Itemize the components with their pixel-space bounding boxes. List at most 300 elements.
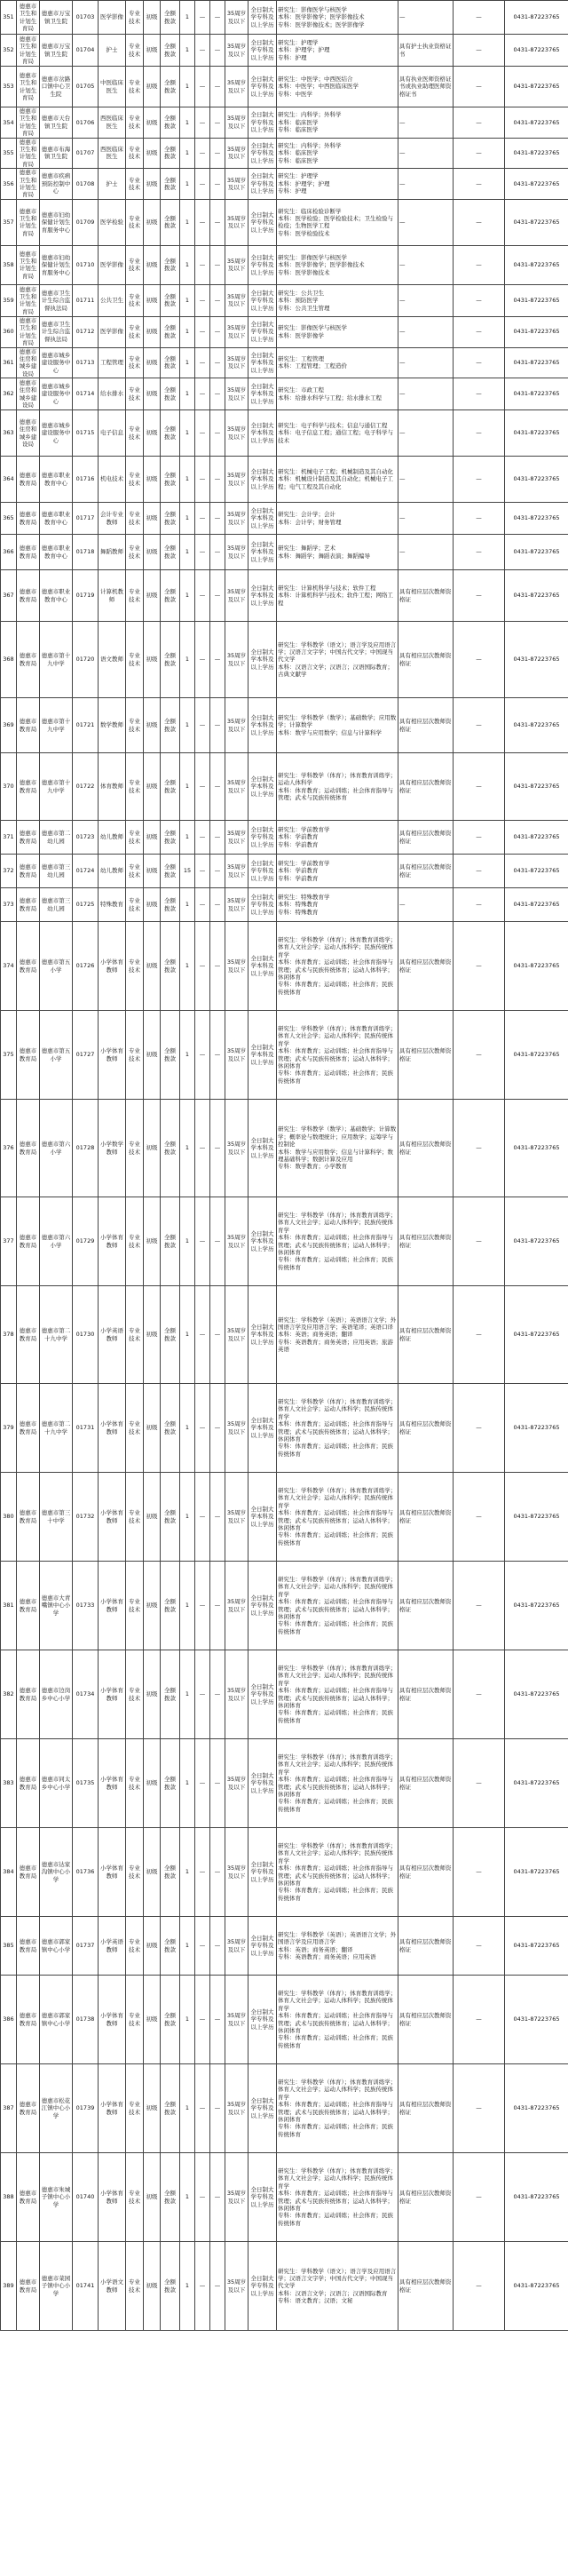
cell-requirement: 具有相应层次教师资格证 [398,1739,454,1828]
cell-department: 德惠市卫生计生综合监督执法局 [40,316,73,347]
cell-headcount: 1 [180,1197,195,1286]
cell-post-name: 特殊教育 [99,888,126,922]
cell-exam: — [210,1650,225,1739]
cell-post-type: 专业技术 [126,1739,144,1828]
cell-post-name: 小学体育教师 [99,2064,126,2153]
cell-degree: 全日制大学专科及以上学历 [248,2153,277,2242]
cell-unit: 德惠市教育局 [17,622,40,698]
cell-post-type: 专业技术 [126,1384,144,1473]
cell-funding: 全额拨款 [161,35,180,67]
cell-ratio: — [195,821,210,855]
cell-phone: 0431-87223765 [505,316,568,347]
cell-funding: 全额拨款 [161,2153,180,2242]
cell-requirement: — [398,410,454,457]
cell-major: 研究生：内科学；外科学 本科：临床医学 专科：临床医学 [277,107,398,139]
cell-major: 研究生：工程管理 本科：工程管理；工程造价 [277,347,398,378]
cell-headcount: 1 [180,2064,195,2153]
cell-post-level: 初级 [144,1384,161,1473]
cell-degree: 全日制大学本科及以上学历 [248,457,277,503]
cell-ratio: — [195,410,210,457]
cell-unit: 德惠市教育局 [17,570,40,622]
cell-exam: — [210,1011,225,1100]
cell-degree: 全日制大学专科及以上学历 [248,245,277,284]
cell-remark: — [454,1562,505,1650]
cell-post-type: 专业技术 [126,138,144,169]
cell-unit: 德惠市卫生和计划生育局 [17,169,40,200]
cell-exam: — [210,1473,225,1562]
cell-post-code: 01731 [73,1384,99,1473]
cell-row-number: 383 [1,1739,17,1828]
cell-post-name: 幼儿教师 [99,855,126,888]
cell-phone: 0431-87223765 [505,535,568,570]
cell-row-number: 353 [1,67,17,107]
cell-remark: — [454,1384,505,1473]
cell-phone: 0431-87223765 [505,457,568,503]
cell-exam: — [210,378,225,410]
cell-department: 德惠市职业教育中心 [40,457,73,503]
cell-department: 德惠市城乡建设服务中心 [40,410,73,457]
cell-age: 35周岁及以下 [225,347,248,378]
cell-age: 35周岁及以下 [225,1828,248,1917]
cell-unit: 德惠市教育局 [17,922,40,1011]
cell-funding: 全额拨款 [161,855,180,888]
cell-age: 35周岁及以下 [225,1650,248,1739]
cell-ratio: — [195,347,210,378]
cell-major: 研究生：学科教学（语文）；语言学及应用语言学；汉语言文字学；中国古代文学；中国现当代文学 本科：汉语言文学；汉语言；汉语国际教育 专科：语文教育；汉语；文秘 [277,2242,398,2331]
cell-remark: — [454,888,505,922]
cell-department: 德惠市朱城子镇中心小学 [40,2153,73,2242]
cell-exam: — [210,1100,225,1197]
cell-row-number: 388 [1,2153,17,2242]
cell-post-code: 01721 [73,698,99,753]
cell-department: 德惠市岔路口镇中心卫生院 [40,67,73,107]
cell-requirement: 具有相应层次教师资格证 [398,2064,454,2153]
cell-post-level: 初级 [144,2064,161,2153]
cell-department: 德惠市妇幼保健计划生育服务中心 [40,199,73,245]
cell-age: 35周岁及以下 [225,503,248,535]
cell-unit: 德惠市教育局 [17,1917,40,1976]
cell-row-number: 368 [1,622,17,698]
cell-requirement: 具有相应层次教师资格证 [398,622,454,698]
cell-exam: — [210,1,225,35]
cell-exam: — [210,316,225,347]
cell-row-number: 386 [1,1976,17,2064]
cell-funding: 全额拨款 [161,821,180,855]
cell-headcount: 1 [180,67,195,107]
cell-requirement: 具有相应层次教师资格证 [398,698,454,753]
cell-remark: — [454,2242,505,2331]
cell-degree: 全日制大学本科及以上学历 [248,410,277,457]
cell-headcount: 1 [180,1011,195,1100]
cell-post-name: 公共卫生 [99,284,126,316]
cell-row-number: 358 [1,245,17,284]
cell-post-name: 语文教师 [99,622,126,698]
cell-row-number: 369 [1,698,17,753]
cell-remark: — [454,2064,505,2153]
cell-major: 研究生：学科教学（数学）；基础数学；应用数学；计算数学 本科：数学与应用数学；信息与计算科学 [277,698,398,753]
cell-age: 35周岁及以下 [225,888,248,922]
cell-unit: 德惠市教育局 [17,457,40,503]
cell-post-type: 专业技术 [126,2153,144,2242]
cell-exam: — [210,67,225,107]
cell-exam: — [210,1917,225,1976]
cell-exam: — [210,245,225,284]
cell-age: 35周岁及以下 [225,855,248,888]
cell-funding: 全额拨款 [161,1739,180,1828]
cell-ratio: — [195,169,210,200]
cell-post-level: 初级 [144,107,161,139]
cell-requirement: 具有相应层次教师资格证 [398,1286,454,1384]
cell-exam: — [210,622,225,698]
cell-age: 35周岁及以下 [225,922,248,1011]
cell-remark: — [454,378,505,410]
cell-ratio: — [195,1197,210,1286]
cell-requirement: — [398,245,454,284]
cell-post-level: 初级 [144,1562,161,1650]
cell-post-level: 初级 [144,570,161,622]
cell-funding: 全额拨款 [161,1286,180,1384]
cell-post-code: 01711 [73,284,99,316]
cell-requirement: 具有相应层次教师资格证 [398,570,454,622]
cell-unit: 德惠市教育局 [17,2153,40,2242]
cell-major: 研究生：学科教学（数学）；基础数学；计算数学；概率论与数理统计；应用数学；运筹学与控制论 本科：数学与应用数学；信息与计算科学；数理基础科学；数据计算及应用 专科：数学教育；小学教育 [277,1100,398,1197]
cell-funding: 全额拨款 [161,503,180,535]
cell-phone: 0431-87223765 [505,67,568,107]
cell-remark: — [454,1828,505,1917]
cell-age: 35周岁及以下 [225,821,248,855]
cell-phone: 0431-87223765 [505,347,568,378]
cell-requirement: — [398,107,454,139]
cell-unit: 德惠市教育局 [17,2242,40,2331]
cell-headcount: 1 [180,698,195,753]
cell-post-type: 专业技术 [126,698,144,753]
cell-post-name: 医学检验 [99,199,126,245]
table-row [1,622,568,698]
cell-major: 研究生：学前教育学 本科：学前教育 专科：学前教育 [277,821,398,855]
cell-exam: — [210,753,225,821]
cell-ratio: — [195,1976,210,2064]
cell-phone: 0431-87223765 [505,503,568,535]
cell-degree: 全日制大学本科及以上学历 [248,347,277,378]
cell-post-name: 小学体育教师 [99,1739,126,1828]
cell-post-level: 初级 [144,535,161,570]
cell-post-name: 医学影像 [99,245,126,284]
cell-row-number: 366 [1,535,17,570]
cell-exam: — [210,1562,225,1650]
cell-headcount: 1 [180,622,195,698]
cell-degree: 全日制大学专科及以上学历 [248,107,277,139]
cell-major: 研究生：会计学；会计 本科：会计学；财务管理 [277,503,398,535]
cell-post-code: 01705 [73,67,99,107]
cell-degree: 全日制大学专科及以上学历 [248,1562,277,1650]
cell-ratio: — [195,753,210,821]
cell-age: 35周岁及以下 [225,622,248,698]
cell-major: 研究生：学科教学（语文）；语言学及应用语言学；汉语言文字学；中国古代文学；中国现当代文学 本科：汉语言文学；汉语言；汉语国际教育；古典文献学 [277,622,398,698]
cell-post-name: 护士 [99,35,126,67]
cell-post-code: 01723 [73,821,99,855]
cell-post-type: 专业技术 [126,1286,144,1384]
cell-funding: 全额拨款 [161,284,180,316]
cell-headcount: 1 [180,35,195,67]
cell-post-code: 01704 [73,35,99,67]
cell-remark: — [454,922,505,1011]
cell-phone: 0431-87223765 [505,2242,568,2331]
cell-major: 研究生：计算机科学与技术；软件工程 本科：计算机科学与技术；软件工程；网络工程 [277,570,398,622]
cell-funding: 全额拨款 [161,1562,180,1650]
cell-major: 研究生：学科教学（体育）；体育教育训练学；体育人文社会学；运动人体科学；民族传统体育学 本科：体育教育；运动训练；社会体育指导与管理；武术与民族传统体育；运动人体科学；休闲体育 专科：体育教育；运动训练；社会体育；民族传统体育 [277,1828,398,1917]
table-row [1,922,568,1011]
cell-unit: 德惠市教育局 [17,698,40,753]
cell-funding: 全额拨款 [161,347,180,378]
cell-age: 35周岁及以下 [225,67,248,107]
cell-post-code: 01719 [73,570,99,622]
cell-headcount: 1 [180,1562,195,1650]
cell-age: 35周岁及以下 [225,1384,248,1473]
cell-funding: 全额拨款 [161,107,180,139]
cell-exam: — [210,503,225,535]
cell-age: 35周岁及以下 [225,199,248,245]
cell-post-type: 专业技术 [126,2064,144,2153]
table-row [1,503,568,535]
cell-post-type: 专业技术 [126,245,144,284]
cell-post-name: 小学体育教师 [99,922,126,1011]
cell-ratio: — [195,570,210,622]
cell-funding: 全额拨款 [161,169,180,200]
table-row [1,169,568,200]
cell-headcount: 1 [180,1473,195,1562]
cell-row-number: 352 [1,35,17,67]
cell-ratio: — [195,698,210,753]
cell-ratio: — [195,67,210,107]
cell-post-code: 01722 [73,753,99,821]
cell-post-type: 专业技术 [126,35,144,67]
cell-major: 研究生：临床检验诊断学 本科：医学检验；医学检验技术；卫生检验与检疫；生物医学工程 专科：医学检验技术 [277,199,398,245]
cell-remark: — [454,284,505,316]
cell-post-name: 小学体育教师 [99,1197,126,1286]
cell-unit: 德惠市教育局 [17,1011,40,1100]
cell-post-name: 舞蹈教师 [99,535,126,570]
cell-ratio: — [195,107,210,139]
cell-post-code: 01736 [73,1828,99,1917]
cell-funding: 全额拨款 [161,1100,180,1197]
cell-headcount: 1 [180,1650,195,1739]
cell-department: 德惠市第三幼儿园 [40,855,73,888]
cell-funding: 全额拨款 [161,378,180,410]
cell-degree: 全日制大学本科及以上学历 [248,1384,277,1473]
cell-exam: — [210,410,225,457]
cell-post-level: 初级 [144,1100,161,1197]
cell-unit: 德惠市教育局 [17,855,40,888]
cell-post-level: 初级 [144,67,161,107]
cell-exam: — [210,922,225,1011]
cell-headcount: 1 [180,535,195,570]
cell-major: 研究生：影像医学与核医学 本科：医学影像学 [277,316,398,347]
table-row [1,753,568,821]
cell-row-number: 373 [1,888,17,922]
table-row [1,855,568,888]
cell-department: 德惠市卫生计生综合监督执法局 [40,284,73,316]
cell-degree: 全日制大学专科及以上学历 [248,67,277,107]
cell-remark: — [454,1473,505,1562]
cell-row-number: 380 [1,1473,17,1562]
cell-row-number: 375 [1,1011,17,1100]
cell-degree: 全日制大学本科及以上学历 [248,570,277,622]
cell-requirement: 具有相应层次教师资格证 [398,1650,454,1739]
cell-major: 研究生：学科教学（体育）；体育教育训练学；体育人文社会学；运动人体科学；民族传统体育学 本科：体育教育；运动训练；社会体育指导与管理；武术与民族传统体育；运动人体科学；休闲体育 专科：体育教育；运动训练；社会体育；民族传统体育 [277,1650,398,1739]
cell-headcount: 1 [180,138,195,169]
cell-degree: 全日制大学专科及以上学历 [248,169,277,200]
cell-department: 德惠市第六小学 [40,1100,73,1197]
table-row [1,1650,568,1739]
cell-post-level: 初级 [144,1976,161,2064]
cell-post-code: 01709 [73,199,99,245]
cell-unit: 德惠市教育局 [17,1739,40,1828]
cell-phone: 0431-87223765 [505,1197,568,1286]
cell-funding: 全额拨款 [161,316,180,347]
cell-major: 研究生：学科教学（体育）；体育教育训练学；体育人文社会学；运动人体科学；民族传统体育学 本科：体育教育；运动训练；社会体育指导与管理；武术与民族传统体育；运动人体科学；休闲体育 专科：体育教育；运动训练；社会体育；民族传统体育 [277,1011,398,1100]
cell-headcount: 1 [180,888,195,922]
cell-row-number: 370 [1,753,17,821]
cell-post-type: 专业技术 [126,535,144,570]
cell-post-name: 小学数学教师 [99,1100,126,1197]
cell-ratio: — [195,316,210,347]
cell-headcount: 1 [180,1384,195,1473]
cell-headcount: 1 [180,245,195,284]
cell-post-name: 小学英语教师 [99,1286,126,1384]
cell-remark: — [454,1,505,35]
cell-exam: — [210,1739,225,1828]
cell-row-number: 382 [1,1650,17,1739]
cell-ratio: — [195,245,210,284]
cell-post-type: 专业技术 [126,1917,144,1976]
cell-post-type: 专业技术 [126,347,144,378]
cell-exam: — [210,35,225,67]
cell-post-name: 医学影像 [99,316,126,347]
cell-degree: 全日制大学专科及以上学历 [248,284,277,316]
cell-post-code: 01712 [73,316,99,347]
cell-headcount: 1 [180,1100,195,1197]
cell-row-number: 360 [1,316,17,347]
cell-unit: 德惠市教育局 [17,1384,40,1473]
cell-major: 研究生：护理学 本科：护理学；护理 专科：护理 [277,35,398,67]
cell-exam: — [210,2064,225,2153]
cell-post-code: 01718 [73,535,99,570]
cell-requirement: 具有相应层次教师资格证 [398,1473,454,1562]
cell-post-level: 初级 [144,1917,161,1976]
cell-post-code: 01732 [73,1473,99,1562]
table-row [1,2064,568,2153]
cell-headcount: 1 [180,107,195,139]
cell-post-level: 初级 [144,1197,161,1286]
cell-phone: 0431-87223765 [505,1384,568,1473]
cell-age: 35周岁及以下 [225,570,248,622]
cell-remark: — [454,753,505,821]
cell-post-type: 专业技术 [126,1650,144,1739]
cell-post-code: 01706 [73,107,99,139]
cell-unit: 德惠市教育局 [17,753,40,821]
cell-phone: 0431-87223765 [505,821,568,855]
cell-remark: — [454,1650,505,1739]
cell-post-level: 初级 [144,316,161,347]
cell-phone: 0431-87223765 [505,35,568,67]
cell-age: 35周岁及以下 [225,284,248,316]
cell-post-name: 计算机教师 [99,570,126,622]
cell-department: 德惠市第十九中学 [40,698,73,753]
cell-phone: 0431-87223765 [505,922,568,1011]
cell-funding: 全额拨款 [161,622,180,698]
cell-department: 德惠市大青嘴镇中心小学 [40,1562,73,1650]
cell-post-type: 专业技术 [126,378,144,410]
cell-age: 35周岁及以下 [225,316,248,347]
cell-major: 研究生：学科教学（体育）；体育教育训练学；体育人文社会学；运动人体科学；民族传统体育学 本科：体育教育；运动训练；社会体育指导与管理；武术与民族传统体育；运动人体科学；休闲体育 专科：体育教育；运动训练；社会体育；民族传统体育 [277,922,398,1011]
cell-age: 35周岁及以下 [225,2242,248,2331]
cell-unit: 德惠市教育局 [17,2064,40,2153]
cell-post-name: 会计专业教师 [99,503,126,535]
cell-ratio: — [195,1286,210,1384]
cell-requirement: 具有相应层次教师资格证 [398,1384,454,1473]
cell-post-code: 01728 [73,1100,99,1197]
cell-row-number: 389 [1,2242,17,2331]
table-row [1,821,568,855]
cell-department: 德惠市边岗乡中心小学 [40,1650,73,1739]
cell-department: 德惠市城乡建设服务中心 [40,347,73,378]
cell-degree: 全日制大学专科及以上学历 [248,1739,277,1828]
cell-phone: 0431-87223765 [505,888,568,922]
cell-exam: — [210,535,225,570]
cell-department: 德惠市布海镇卫生院 [40,138,73,169]
cell-remark: — [454,2153,505,2242]
cell-major: 研究生：机械电子工程；机械制造及其自动化 本科：机械设计制造及其自动化；机械电子工程；电气工程及其自动化 [277,457,398,503]
cell-exam: — [210,284,225,316]
cell-post-name: 幼儿教师 [99,821,126,855]
cell-degree: 全日制大学本科及以上学历 [248,922,277,1011]
cell-post-level: 初级 [144,347,161,378]
cell-major: 研究生：特殊教育学 本科：特殊教育 专科：特殊教育 [277,888,398,922]
cell-phone: 0431-87223765 [505,284,568,316]
cell-age: 35周岁及以下 [225,138,248,169]
cell-post-code: 01717 [73,503,99,535]
cell-degree: 全日制大学本科及以上学历 [248,622,277,698]
cell-post-type: 专业技术 [126,753,144,821]
cell-headcount: 1 [180,1739,195,1828]
cell-remark: — [454,1100,505,1197]
cell-phone: 0431-87223765 [505,199,568,245]
cell-post-code: 01730 [73,1286,99,1384]
cell-requirement: 具有相应层次教师资格证 [398,821,454,855]
cell-degree: 全日制大学本科及以上学历 [248,378,277,410]
cell-phone: 0431-87223765 [505,1100,568,1197]
cell-degree: 全日制大学专科及以上学历 [248,1,277,35]
cell-department: 德惠市第二幼儿园 [40,821,73,855]
cell-age: 35周岁及以下 [225,535,248,570]
cell-post-code: 01735 [73,1739,99,1828]
cell-post-type: 专业技术 [126,1,144,35]
cell-funding: 全额拨款 [161,698,180,753]
cell-remark: — [454,1976,505,2064]
cell-phone: 0431-87223765 [505,245,568,284]
cell-unit: 德惠市住房和城乡建设局 [17,378,40,410]
cell-post-code: 01729 [73,1197,99,1286]
cell-major: 研究生：学科教学（体育）；体育教育训练学；体育人文社会学；运动人体科学；民族传统体育学 本科：体育教育；运动训练；社会体育指导与管理；武术与民族传统体育；运动人体科学；休闲体育 专科：体育教育；运动训练；社会体育；民族传统体育 [277,2153,398,2242]
cell-age: 35周岁及以下 [225,107,248,139]
cell-unit: 德惠市教育局 [17,535,40,570]
cell-requirement: 具有相应层次教师资格证 [398,1562,454,1650]
cell-row-number: 381 [1,1562,17,1650]
cell-department: 德惠市同太乡中心小学 [40,1739,73,1828]
cell-headcount: 1 [180,169,195,200]
table-row [1,138,568,169]
cell-department: 德惠市第二十九中学 [40,1286,73,1384]
